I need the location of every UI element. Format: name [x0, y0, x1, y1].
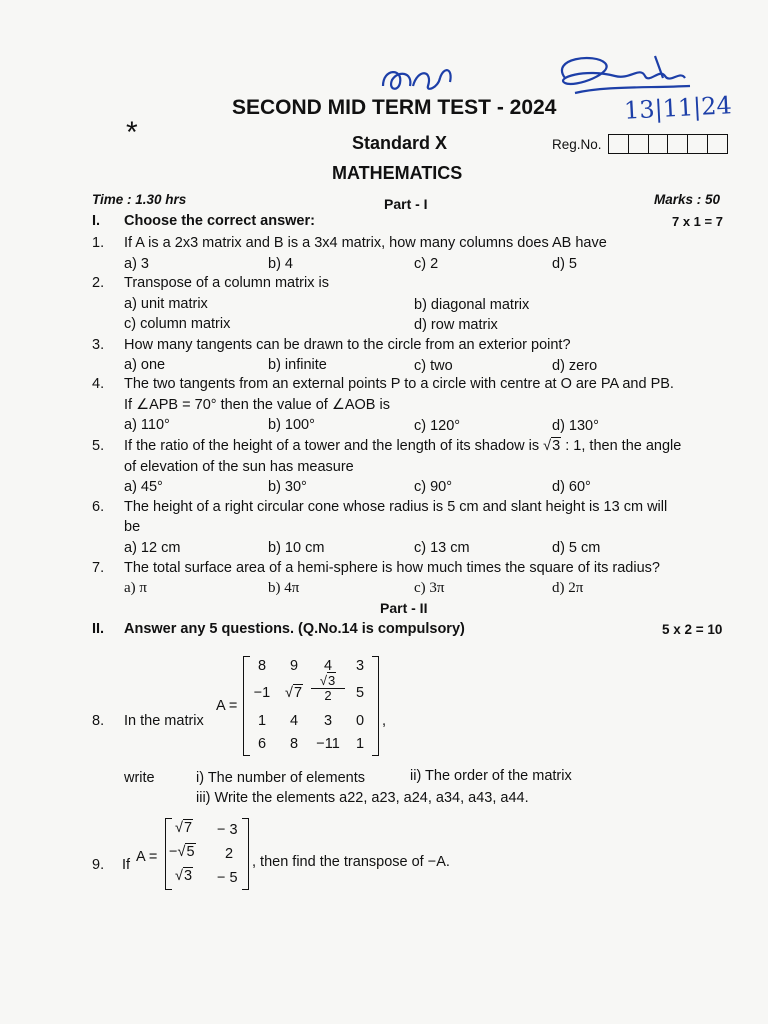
q8-lhs: A = — [216, 698, 238, 714]
section1-title: Choose the correct answer: — [124, 213, 315, 229]
q4-option-c: c) 120° — [414, 418, 461, 434]
q4-text-line2: If ∠APB = 70° then the value of ∠AOB is — [124, 397, 390, 413]
q8-cell: 1 — [355, 736, 365, 752]
q4-text: The two tangents from an external points P to a circle with centre at O are PA and PB. — [124, 376, 674, 392]
q5-text: If the ratio of the height of a tower and the length of its shadow is √3 : 1, then the angle — [124, 438, 682, 454]
q9-number: 9. — [92, 857, 105, 873]
q8-cell: −1 — [253, 685, 271, 701]
q9-lhs: A = — [136, 849, 158, 865]
q8-comma: , — [382, 713, 387, 729]
q4-option-b: b) 100° — [268, 417, 315, 433]
q7-text: The total surface area of a hemi-sphere is how much times the square of its radius? — [124, 560, 660, 576]
q9-cell: √3 — [175, 868, 193, 884]
q4-option-a: a) 110° — [124, 417, 170, 433]
q4-number: 4. — [92, 376, 105, 392]
q8-cell: 8 — [257, 658, 267, 674]
q1-option-c: c) 2 — [414, 256, 439, 272]
subject-title: MATHEMATICS — [332, 163, 463, 183]
q9-matrix — [165, 818, 249, 890]
q8-cell: 0 — [355, 713, 365, 729]
q9-cell: √7 — [175, 820, 193, 836]
section2-title: Answer any 5 questions. (Q.No.14 is compulsory) — [124, 621, 465, 637]
q6-number: 6. — [92, 499, 105, 515]
q3-option-a: a) one — [124, 357, 166, 373]
q8-cell: 8 — [289, 736, 299, 752]
q8-part-iii: iii) Write the elements a22, a23, a24, a34, a43, a44. — [196, 790, 529, 806]
time-label: Time : 1.30 hrs — [92, 192, 187, 207]
q6-text-line2: be — [124, 519, 141, 535]
q2-option-b: b) diagonal matrix — [414, 297, 530, 313]
q5-option-d: d) 60° — [552, 479, 591, 495]
q2-option-d: d) row matrix — [414, 317, 498, 333]
q8-cell: 4 — [323, 658, 333, 674]
marks-label: Marks : 50 — [654, 192, 721, 207]
q1-option-b: b) 4 — [268, 256, 293, 272]
q9-cell: − 3 — [217, 822, 238, 838]
q8-cell: 4 — [289, 713, 299, 729]
q5-option-a: a) 45° — [124, 479, 163, 495]
q8-lead: In the matrix — [124, 713, 204, 729]
q8-matrix — [243, 656, 379, 756]
q7-option-a: a) π — [124, 580, 147, 596]
q2-number: 2. — [92, 275, 105, 291]
q1-number: 1. — [92, 235, 105, 251]
q9-cell: − 5 — [217, 870, 238, 886]
q5-option-c: c) 90° — [414, 479, 453, 495]
q6-text: The height of a right circular cone whose radius is 5 cm and slant height is 13 cm will — [124, 499, 668, 515]
q5-radicand: 3 — [552, 438, 561, 454]
q3-number: 3. — [92, 337, 105, 353]
section1-marks: 7 x 1 = 7 — [672, 214, 723, 229]
q9-cell: −√5 — [169, 844, 195, 860]
q8-cell: 3 — [323, 713, 333, 729]
q4-option-d: d) 130° — [552, 418, 599, 434]
q7-option-c: c) 3π — [414, 580, 445, 596]
q9-lead: If — [122, 857, 131, 873]
q8-part-i: i) The number of elements — [196, 770, 365, 786]
q3-option-d: d) zero — [552, 358, 598, 374]
section2-number: II. — [92, 621, 105, 637]
q9-tail: , then find the transpose of −A. — [252, 854, 450, 870]
standard-label: Standard X — [352, 133, 448, 153]
q8-cell: −11 — [316, 736, 340, 752]
q5-number: 5. — [92, 438, 105, 454]
q8-fraction: √3 2 — [311, 674, 345, 703]
q6-option-d: d) 5 cm — [552, 540, 601, 556]
q5-text-line2: of elevation of the sun has measure — [124, 459, 354, 475]
q6-option-c: c) 13 cm — [414, 540, 470, 556]
q8-cell: 1 — [257, 713, 267, 729]
q3-option-c: c) two — [414, 358, 453, 374]
q2-text: Transpose of a column matrix is — [124, 275, 329, 291]
q7-number: 7. — [92, 560, 105, 576]
q3-option-b: b) infinite — [268, 357, 327, 373]
part1-label: Part - I — [384, 196, 428, 212]
q7-option-d: d) 2π — [552, 580, 584, 596]
q2-option-c: c) column matrix — [124, 316, 231, 332]
q1-option-a: a) 3 — [124, 256, 149, 272]
q8-cell: 6 — [257, 736, 267, 752]
q3-text: How many tangents can be drawn to the circle from an exterior point? — [124, 337, 571, 353]
q6-option-b: b) 10 cm — [268, 540, 325, 556]
q6-option-a: a) 12 cm — [124, 540, 181, 556]
reg-no-boxes — [608, 134, 728, 154]
q8-write-label: write — [124, 770, 155, 786]
q9-cell: 2 — [225, 846, 234, 862]
q8-number: 8. — [92, 713, 105, 729]
q2-option-a: a) unit matrix — [124, 296, 208, 312]
q1-option-d: d) 5 — [552, 256, 577, 272]
section2-marks: 5 x 2 = 10 — [662, 622, 723, 637]
q8-cell: 3 — [355, 658, 365, 674]
q5-option-b: b) 30° — [268, 479, 307, 495]
part2-label: Part - II — [380, 600, 428, 616]
q7-option-b: b) 4π — [268, 580, 300, 596]
q1-text: If A is a 2x3 matrix and B is a 3x4 matrix, how many columns does AB have — [124, 235, 607, 251]
q8-part-ii: ii) The order of the matrix — [410, 768, 572, 784]
date-handwriting: 13|11|24 — [623, 91, 733, 125]
section1-number: I. — [92, 213, 101, 229]
q8-cell: 9 — [289, 658, 299, 674]
q8-cell: √7 — [284, 685, 303, 701]
q8-cell: 5 — [355, 685, 365, 701]
exam-title: SECOND MID TERM TEST - 2024 — [232, 96, 557, 119]
reg-no-label: Reg.No. — [552, 137, 602, 152]
asterisk-mark: * — [126, 116, 138, 149]
